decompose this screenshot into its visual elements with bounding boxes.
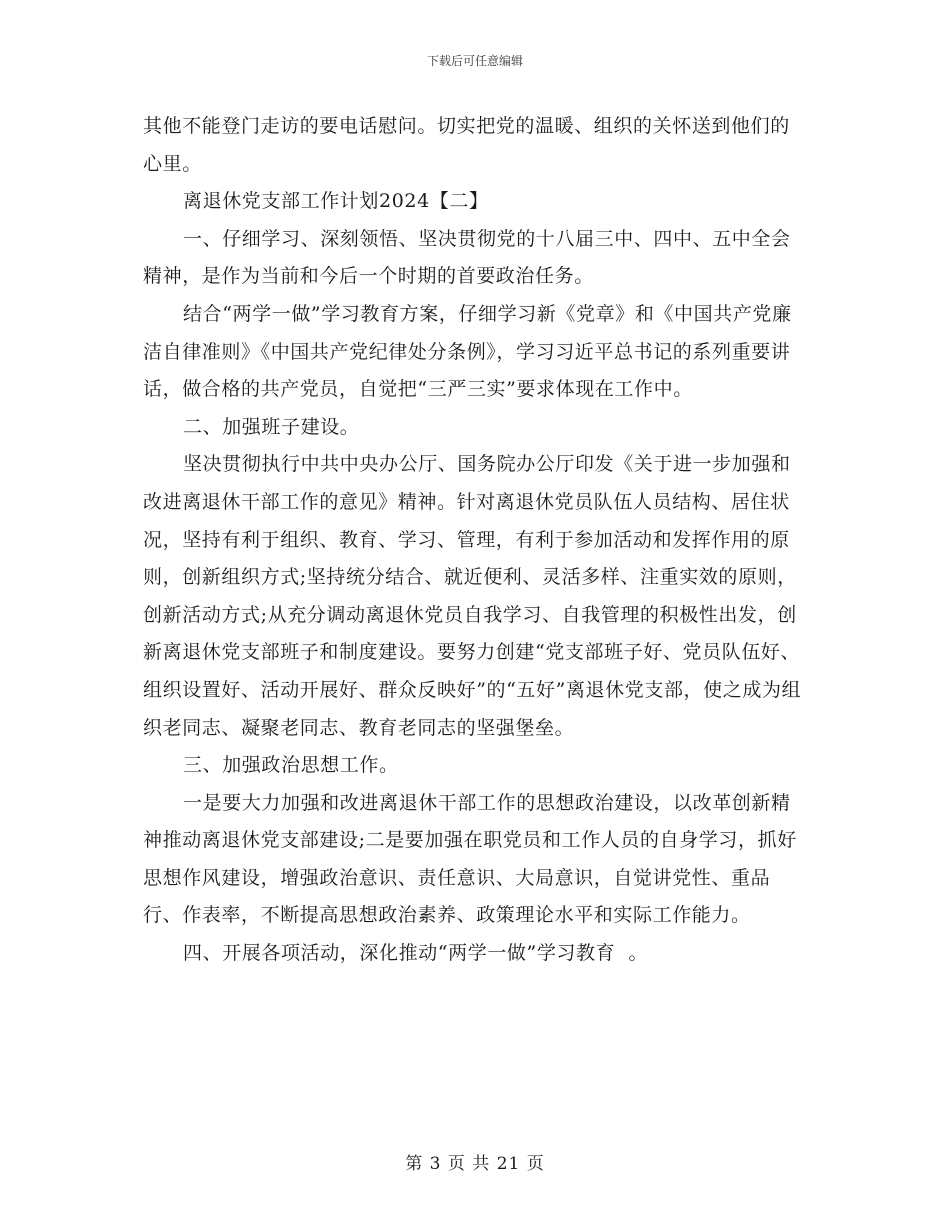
paragraph-study: 结合“两学一做”学习教育方案，仔细学习新《党章》和《中国共产党廉洁自律准则》《中国共产党纪律处分条例》，学习习近平总书记的系列重要讲话，做合格的共产党员，自觉把“三严三实”要求体现在工作中。 [143,302,792,401]
paragraph-item-1: 一、仔细学习、深刻领悟、坚决贯彻党的十八届三中、四中、五中全会精神，是作为当前和今后一个时期的首要政治任务。 [143,227,791,288]
paragraph-political-work: 一是要大力加强和改进离退休干部工作的思想政治建设，以改革创新精神推动离退休党支部建设;二是要加强在职党员和工作人员的自身学习，抓好思想作风建设，增强政治意识、责任意识、大局意识，自觉讲党性、重品行、作表率，不断提高思想政治素养、政策理论水平和实际工作能力。 [143,791,797,927]
heading-item-3: 三、加强政治思想工作。 [183,754,399,777]
section-title: 离退休党支部工作计划2024【二】 [183,190,489,213]
page-header: 下载后可任意编辑 [426,54,523,68]
page-number: 第 3 页 共 21 页 [405,1154,545,1174]
document-body [143,108,807,973]
heading-item-4: 四、开展各项活动，深化推动“两学一做”学习教育 。 [183,942,649,965]
paragraph-team-building: 坚决贯彻执行中共中央办公厅、国务院办公厅印发《关于进一步加强和改进离退休干部工作的意见》精神。针对离退休党员队伍人员结构、居住状况，坚持有利于组织、教育、学习、管理，有利于参加活动和发挥作用的原则，创新组织方式;坚持统分结合、就近便利、灵活多样、注重实效的原则，创新活动方式;从充分调动离退休党员自我学习、自我管理的积极性出发，创新离退休党支部班子和制度建设。要努力创建“党支部班子好、党员队伍好、组织设置好、活动开展好、群众反映好”的“五好”离退休党支部，使之成为组织老同志、凝聚老同志、教育老同志的坚强堡垒。 [143,453,802,739]
heading-item-2: 二、加强班子建设。 [183,415,360,438]
paragraph-1: 其他不能登门走访的要电话慰问。切实把党的温暖、组织的关怀送到他们的心里。 [143,115,790,175]
